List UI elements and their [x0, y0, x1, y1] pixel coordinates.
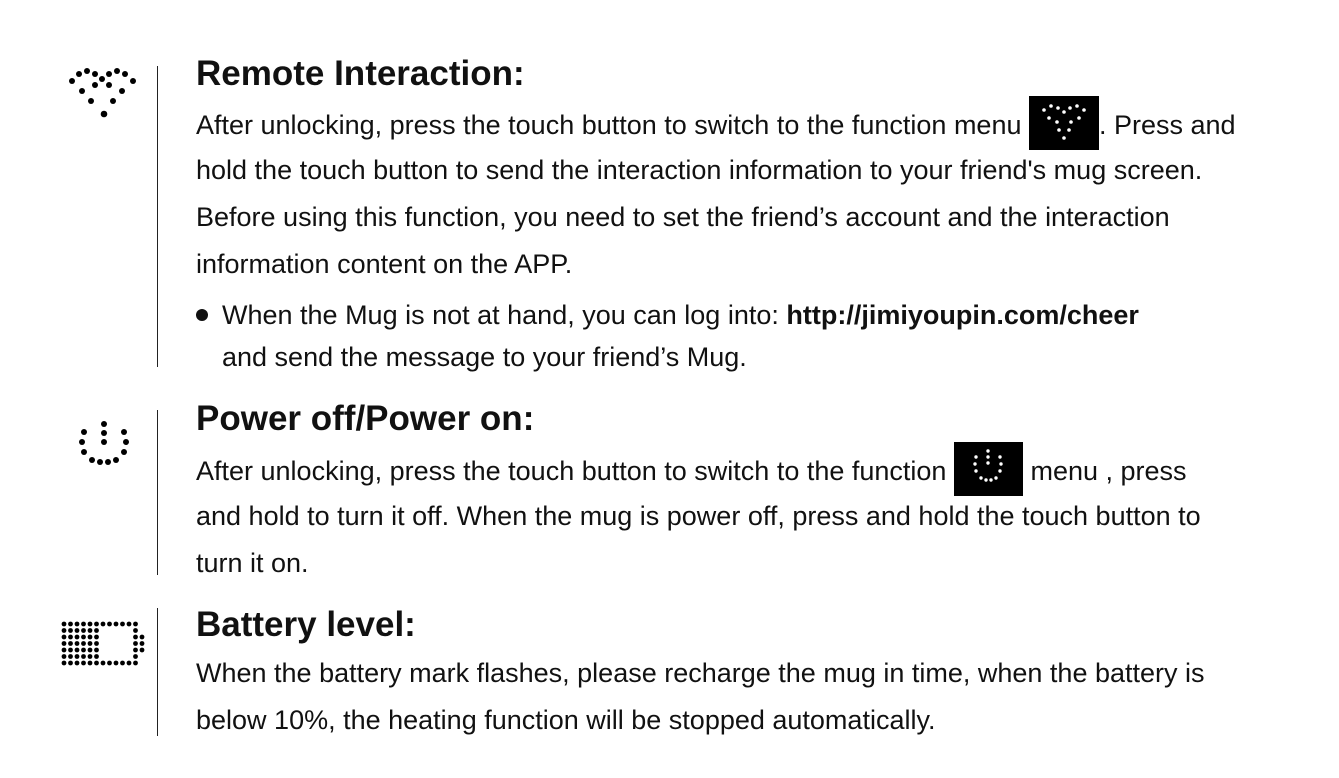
paragraph-line: hold the touch button to send the interaction information to your friend's mug screen.	[196, 155, 1203, 185]
bullet-text	[222, 294, 1139, 378]
paragraph-line: information content on the APP.	[196, 249, 573, 279]
section-title: Remote Interaction:	[196, 54, 525, 93]
bullet-line	[222, 294, 1139, 336]
paragraph-line	[196, 446, 1201, 493]
section-divider-line	[157, 608, 158, 736]
power-dots-icon	[76, 420, 132, 468]
bullet-item	[196, 294, 1296, 378]
heart-dots-icon	[1029, 96, 1099, 150]
bullet-text-prefix: When the Mug is not at hand, you can log into:	[222, 300, 787, 330]
bullet-dot-icon	[196, 309, 208, 321]
heart-dots-icon	[66, 64, 142, 122]
paragraph-line: below 10%, the heating function will be stopped automatically.	[196, 705, 936, 735]
battery-dots-icon	[60, 620, 150, 668]
paragraph-text: . Press and	[1098, 110, 1236, 141]
paragraph-line: and hold to turn it off. When the mug is power off, press and hold the touch button to	[196, 501, 1201, 531]
paragraph-line	[196, 100, 1236, 147]
paragraph-line: Before using this function, you need to set the friend’s account and the interaction	[196, 202, 1170, 232]
section-divider-line	[157, 410, 158, 575]
paragraph-text: menu , press	[1022, 456, 1187, 487]
paragraph-text: After unlocking, press the touch button to switch to the function	[196, 456, 954, 487]
section-title: Power off/Power on:	[196, 399, 535, 438]
section-paragraph	[196, 100, 1236, 288]
bullet-line: and send the message to your friend’s Mug.	[222, 342, 747, 372]
section-title: Battery level:	[196, 605, 416, 644]
section-paragraph	[196, 650, 1205, 744]
paragraph-text: After unlocking, press the touch button to switch to the function menu	[196, 110, 1029, 141]
section-divider-line	[157, 66, 158, 367]
section-paragraph	[196, 446, 1201, 587]
paragraph-line: turn it on.	[196, 548, 309, 578]
paragraph-line: When the battery mark flashes, please recharge the mug in time, when the battery is	[196, 658, 1205, 688]
cheer-url-link[interactable]: http://jimiyoupin.com/cheer	[786, 300, 1139, 330]
power-dots-icon	[954, 442, 1023, 496]
